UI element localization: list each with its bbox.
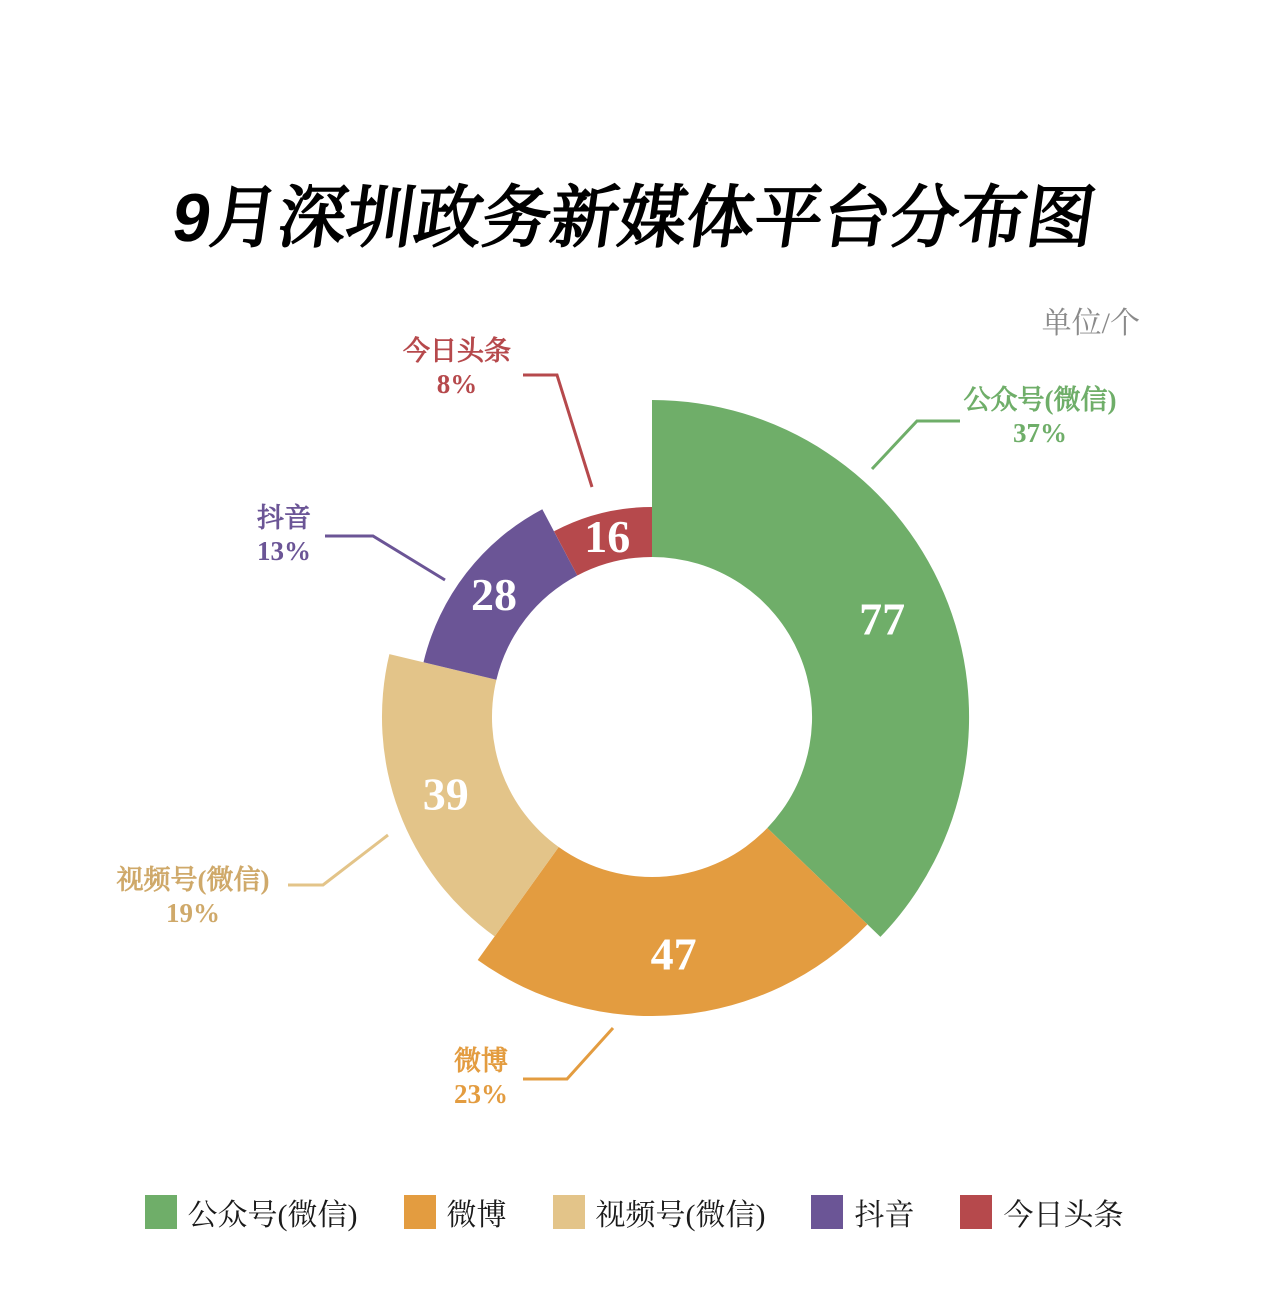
legend-item-label: 微博 xyxy=(446,1199,507,1232)
legend xyxy=(0,1190,1268,1234)
page-title: 9月深圳政务新媒体平台分布图 xyxy=(167,180,1101,256)
slice-value-label: 28 xyxy=(471,568,517,620)
callout-percent-label: 19% xyxy=(166,898,220,928)
donut-slice xyxy=(652,400,969,937)
legend-item xyxy=(145,1190,358,1234)
callout-name-label: 公众号(微信) xyxy=(963,385,1117,415)
slice-value-label: 77 xyxy=(859,593,906,645)
callout-percent-label: 13% xyxy=(257,536,311,566)
slice-value-label: 39 xyxy=(422,768,469,820)
legend-item xyxy=(553,1190,766,1234)
slice-value-label: 16 xyxy=(584,511,631,562)
legend-swatch xyxy=(145,1195,177,1229)
callout-name-label: 今日头条 xyxy=(403,336,511,366)
legend-swatch xyxy=(811,1195,843,1229)
legend-swatch xyxy=(553,1195,585,1229)
callout-line xyxy=(872,421,960,469)
callout-percent-label: 8% xyxy=(436,369,478,399)
callout-name-label: 视频号(微信) xyxy=(116,865,270,895)
callout-name-label: 抖音 xyxy=(257,503,311,533)
callout-line xyxy=(325,536,445,580)
legend-item-label: 视频号(微信) xyxy=(595,1199,766,1232)
unit-label: 单位/个 xyxy=(1041,307,1140,340)
legend-item-label: 今日头条 xyxy=(1003,1199,1124,1232)
legend-item xyxy=(960,1190,1123,1234)
callout-line xyxy=(288,835,388,885)
legend-item xyxy=(404,1190,507,1234)
callout-name-label: 微博 xyxy=(454,1046,508,1076)
legend-item-label: 抖音 xyxy=(854,1199,915,1232)
callout-percent-label: 23% xyxy=(454,1079,508,1109)
callout-line xyxy=(523,1028,613,1079)
callout-percent-label: 37% xyxy=(1013,418,1067,448)
legend-swatch xyxy=(960,1195,992,1229)
legend-swatch xyxy=(404,1195,436,1229)
legend-item-label: 公众号(微信) xyxy=(187,1199,358,1232)
slice-value-label: 47 xyxy=(650,928,697,980)
callout-line xyxy=(523,375,592,487)
donut-slices xyxy=(382,400,969,1016)
legend-item xyxy=(811,1190,914,1234)
